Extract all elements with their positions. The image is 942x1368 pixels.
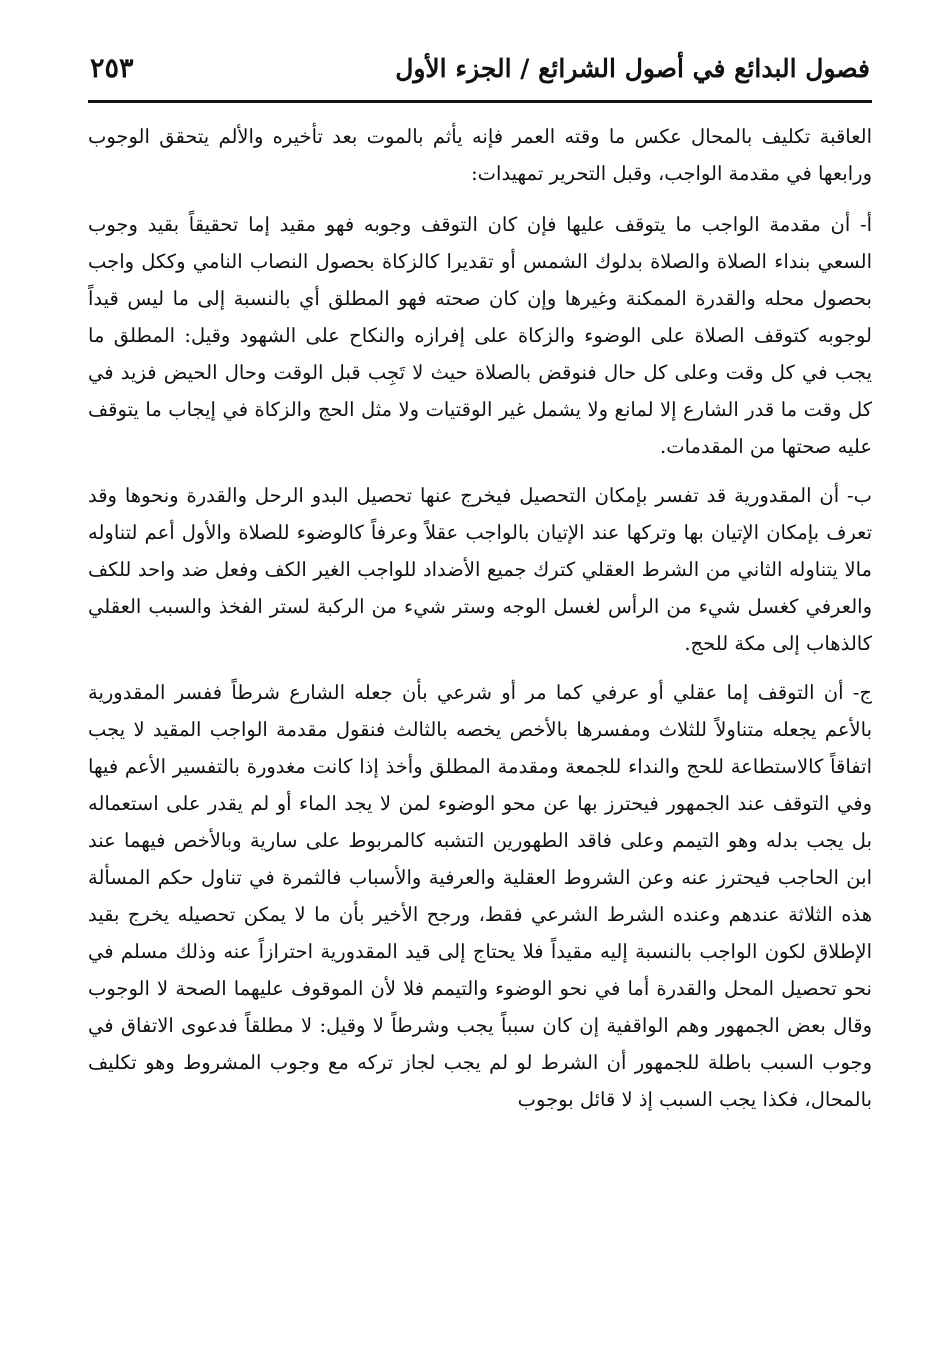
paragraph-alif: أ- أن مقدمة الواجب ما يتوقف عليها فإن كان التوقف وجوبه فهو مقيد إما تحقيقاً بقيد وجوب السعي بنداء الصلاة والصلاة بدلوك الشمس أو تقديرا كالزكاة بحصول النصاب النامي وككل واجب بحصول محله والقدرة الممكنة وغيرها وإن كان صحته فهو المطلق أي بالنسبة إلى ما ليس قيداً لوجوبه كتوقف الصلاة على الوضوء والزكاة على إفرازه والنكاح على الشهود وقيل: المطلق ما يجب في كل وقت وعلى كل حال فنوقض بالصلاة حيث لا تَجِب قبل الوقت وحال الحيض فزيد في كل وقت ما قدر الشارع إلا لمانع ولا يشمل غير الوقتيات ولا مثل الحج والزكاة في إيجاب ما يتوقف عليه صحتها من المقدمات. — [88, 213, 872, 458]
page-number: ٢٥٣ — [90, 52, 134, 84]
running-title: فصول البدائع في أصول الشرائع / الجزء الأول — [395, 53, 870, 83]
paragraph-jim: ج- أن التوقف إما عقلي أو عرفي كما مر أو شرعي بأن جعله الشارع شرطاً ففسر المقدورية بالأعم يجعله متناولاً للثلاث ومفسرها بالأخص يخصه بالثالث فنقول مقدمة الواجب المقيد لا يجب اتفاقاً كالاستطاعة للحج والنداء للجمعة ومقدمة المطلق وأخذ إذا كانت مغدورة بالتفسير الأعم فيها وفي التوقف عند الجمهور فيحترز بها عن محو الوضوء لمن لا يجد الماء أو لم يقدر على استعماله بل يجب بدله وهو التيمم وعلى فاقد الطهورين التشبه كالمربوط على سارية وبالأخص فيهما عند ابن الحاجب فيحترز عنه وعن الشروط العقلية والعرفية والأسباب فالثمرة في تناول حكم المسألة هذه الثلاثة عندهم وعنده الشرط الشرعي فقط، ورجح الأخير بأن ما لا يمكن تحصيله يخرج بقيد الإطلاق لكون الواجب بالنسبة إليه مقيداً فلا يحتاج إلى قيد المقدورية احترازاً عنه وذلك مسلم في نحو تحصيل المحل والقدرة أما في نحو الوضوء والتيمم فلا لأن الموقوف عليهما الصحة لا الوجوب وقال بعض الجمهور وهم الواقفية إن كان سبباً يجب وشرطاً لا وقيل: لا مطلقاً فدعوى الاتفاق في وجوب السبب باطلة للجمهور أن الشرط لو لم يجب لجاز تركه مع وجوب المشروط وهو تكليف بالمحال، فكذا يجب السبب إذ لا قائل بوجوب — [88, 681, 872, 1111]
page-header — [90, 40, 870, 96]
paragraph-ba: ب- أن المقدورية قد تفسر بإمكان التحصيل فيخرج عنها تحصيل البدو الرحل والقدرة ونحوها وقد تعرف بإمكان الإتيان بها وتركها عند الإتيان بالواجب عقلاً وعرفاً كالوضوء للصلاة والأول أعم لتناوله مالا يتناوله الثاني من الشرط العقلي كترك جميع الأضداد للواجب الغير الكف وفعل ضد واحد للكف والعرفي كغسل شيء من الرأس لغسل الوجه وستر شيء من الركبة لستر الفخذ والسبب العقلي كالذهاب إلى مكة للحج. — [88, 484, 872, 655]
header-rule — [88, 100, 872, 103]
paragraph-intro: العاقبة تكليف بالمحال عكس ما وقته العمر فإنه يأثم بالموت بعد تأخيره والألم يتحقق الوجوب ورابعها في مقدمة الواجب، وقبل التحرير تمهيدات: — [88, 125, 872, 185]
main-text — [88, 118, 872, 1130]
